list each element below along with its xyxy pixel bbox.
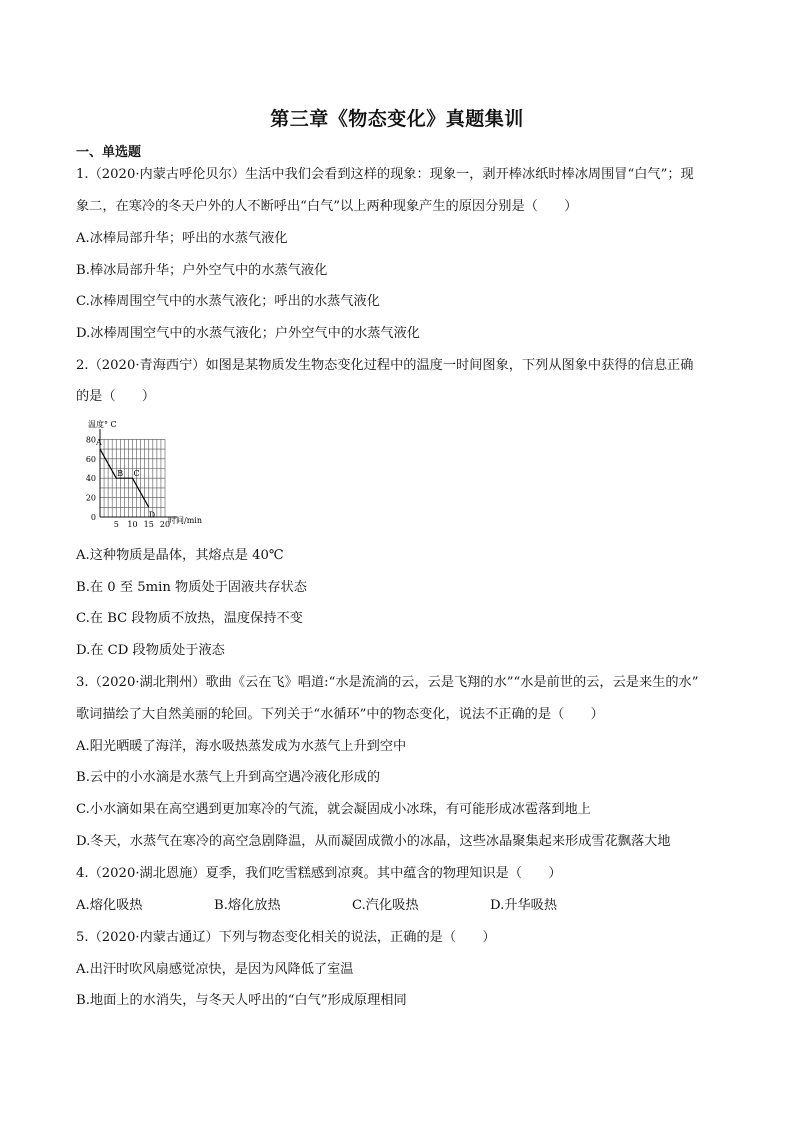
x-tick-label: 20 — [159, 520, 171, 529]
q1-option-a: A.冰棒局部升华；呼出的水蒸气液化 — [76, 231, 288, 246]
page-title: 第三章《物态变化》真题集训 — [270, 108, 524, 130]
q2-option-b: B.在 0 至 5min 物质处于固液共存状态 — [76, 580, 307, 595]
q2-option-c: C.在 BC 段物质不放热，温度保持不变 — [76, 611, 303, 626]
q3-stem-line2: 歌词描绘了大自然美丽的轮回。下列关于“水循环”中的物态变化，说法不正确的是（ ） — [76, 707, 604, 722]
q1-option-b: B.棒冰局部升华；户外空气中的水蒸气液化 — [76, 263, 328, 278]
point-label-d: D — [148, 510, 156, 520]
q1-option-c: C.冰棒周围空气中的水蒸气液化；呼出的水蒸气液化 — [76, 294, 380, 309]
y-tick-label: 60 — [85, 454, 96, 464]
q2-option-a: A.这种物质是晶体，其熔点是 40℃ — [76, 548, 284, 563]
section-heading: 一、单选题 — [76, 145, 142, 160]
y-tick-label: 0 — [90, 513, 96, 522]
x-tick-label: 5 — [113, 520, 119, 529]
q4-stem: 4.（2020·湖北恩施）夏季，我们吃雪糕感到凉爽。其中蕴含的物理知识是（ ） — [76, 866, 562, 881]
q4-option-d: D.升华吸热 — [490, 898, 558, 913]
q4-option-c: C.汽化吸热 — [352, 898, 419, 913]
q1-stem-line2: 象二，在寒冷的冬天户外的人不断呼出“白气”以上两种现象产生的原因分别是（ ） — [76, 199, 578, 214]
x-tick-label: 15 — [143, 520, 154, 529]
q1-option-d: D.冰棒周围空气中的水蒸气液化；户外空气中的水蒸气液化 — [76, 326, 420, 341]
q2-stem-line1: 2.（2020·青海西宁）如图是某物质发生物态变化过程中的温度一时间图象，下列从图象中获得的信息正确 — [76, 358, 694, 373]
q3-option-c: C.小水滴如果在高空遇到更加寒冷的气流，就会凝固成小冰珠，有可能形成冰雹落到地上 — [76, 802, 591, 817]
q3-stem-line1: 3.（2020·湖北荆州）歌曲《云在飞》唱道:“水是流淌的云，云是飞翔的水”“水是前世的云，云是来生的水” — [76, 675, 699, 690]
q2-option-d: D.在 CD 段物质处于液态 — [76, 643, 225, 658]
temperature-time-graph — [76, 415, 236, 530]
q5-option-b: B.地面上的水消失，与冬天人呼出的“白气”形成原理相同 — [76, 993, 407, 1008]
y-tick-label: 40 — [85, 474, 96, 484]
q3-option-d: D.冬天，水蒸气在寒冷的高空急剧降温，从而凝固成微小的冰晶，这些冰晶聚集起来形成雪花飘落大地 — [76, 834, 671, 849]
point-label-b: B — [117, 469, 124, 479]
q4-option-b: B.熔化放热 — [214, 898, 281, 913]
q5-option-a: A.出汗时吹风扇感觉凉快，是因为风降低了室温 — [76, 962, 354, 977]
q3-option-a: A.阳光晒暖了海洋，海水吸热蒸发成为水蒸气上升到空中 — [76, 739, 407, 754]
q1-stem-line1: 1.（2020·内蒙古呼伦贝尔）生活中我们会看到这样的现象：现象一，剥开棒冰纸时棒冰周围冒“白气”；现 — [76, 167, 694, 182]
graph-xlabel: 时间/min — [168, 516, 202, 525]
x-tick-label: 10 — [127, 520, 138, 529]
q4-option-a: A.熔化吸热 — [76, 898, 143, 913]
q2-stem-line2: 的是（ ） — [76, 389, 156, 404]
q5-stem: 5.（2020·内蒙古通辽）下列与物态变化相关的说法，正确的是（ ） — [76, 930, 496, 945]
graph-ticks — [86, 435, 170, 529]
q3-option-b: B.云中的小水滴是水蒸气上升到高空遇冷液化形成的 — [76, 770, 381, 785]
y-tick-label: 20 — [85, 493, 96, 503]
point-label-c: C — [133, 469, 140, 479]
graph-ylabel: 温度° C — [88, 420, 117, 429]
y-tick-label: 80 — [85, 435, 96, 445]
point-label-a: A — [96, 438, 102, 448]
